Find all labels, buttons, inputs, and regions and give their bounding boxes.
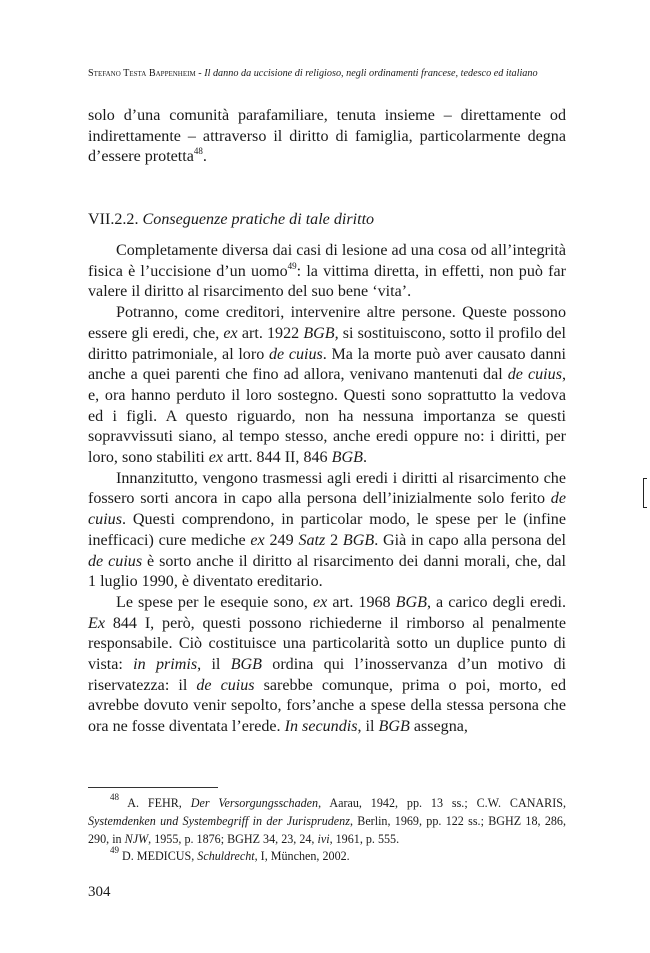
running-header xyxy=(88,68,566,79)
footnote-divider xyxy=(88,787,218,788)
footnotes xyxy=(88,792,567,866)
section-body xyxy=(88,241,566,738)
section-title: Conseguenze pratiche di tale diritto xyxy=(142,211,375,228)
page-number: 304 xyxy=(88,884,111,900)
footnote-ref-49[interactable]: 49 xyxy=(287,260,297,271)
header-title: Il danno da uccisione di religioso, negli ordinamenti francese, tedesco ed italiano xyxy=(204,68,538,79)
intro-paragraph-block xyxy=(88,106,566,168)
header-author: Stefano Testa Bappenheim xyxy=(88,68,196,79)
intro-paragraph: solo d’una comunità parafamiliare, tenuta insieme – direttamente od indirettamente – attraverso il diritto di famiglia, particolarmente degna d’essere protetta$^{48}$. xyxy=(88,107,566,166)
footnote-number-49: 49 xyxy=(110,845,119,856)
footnote-ref-48[interactable]: 48 xyxy=(193,146,203,157)
paragraph-4: Le spese per le esequie sono, ex art. 1968 BGB, a carico degli eredi. Ex 844 I, però, questi possono richiederne il rimborso al penalmente responsabile. Ciò costituisce una particolarità sotto un duplice punto di vista: in primis, il BGB ordina qui l’inosservanza d’un motivo di riservatezza: il de cuius sarebbe comunque, prima o poi, morto, ed avrebbe dovuto venir sepolto, fors’anche a spese della stessa persona che ora ne fosse diventata l’erede. In secundis, il BGB assegna, xyxy=(88,593,567,736)
paragraph-2: Potranno, come creditori, intervenire altre persone. Queste possono essere gli eredi, che, ex art. 1922 BGB, si sostituiscono, sotto il profilo del diritto patrimoniale, al loro de cuius. Ma la morte può aver causato danni anche a quei parenti che fino ad allora, venivano mantenuti dal de cuius, e, ora hanno perduto il loro sostegno. Questi sono soprattutto la vedova ed i figli. A questo riguardo, non ha nessuna importanza se questi sopravvissuti siano, al tempo stesso, anche eredi oppure no: i diritti, per loro, sono stabiliti ex artt. 844 II, 846 BGB. xyxy=(88,304,567,467)
paragraph-3: Innanzitutto, vengono trasmessi agli eredi i diritti al risarcimento che fossero sorti ancora in capo alla persona dell’inizialmente solo ferito de cuius. Questi comprendono, in particolar modo, le spese per le (infine inefficaci) cure mediche ex 249 Satz 2 BGB. Già in capo alla persona del de cuius è sorto anche il diritto al risarcimento dei danni morali, che, dal 1 luglio 1990, è diventato ereditario. xyxy=(88,469,567,591)
footnote-48: $^{48}$ A. FEHR, Der Versorgungsschaden, Aarau, 1942, pp. 13 ss.; C.W. CANARIS, Systemdenken und Systembegriff in der Jurisprudenz, Berlin, 1969, pp. 122 ss.; BGHZ 18, 286, 290, in NJW, 1955, p. 1876; BGHZ 34, 23, 24, ivi, 1961, p. 555. xyxy=(88,792,567,846)
margin-bracket-mark xyxy=(643,478,647,508)
header-separator: - xyxy=(195,68,205,79)
footnote-49: $^{49}$ D. MEDICUS, Schuldrecht, I, München, 2002. xyxy=(110,845,350,864)
paragraph-1: Completamente diversa dai casi di lesione ad una cosa od all’integrità fisica è l’uccisione d’un uomo$^{49}$: la vittima diretta, in effetti, non può far valere il diritto al risarcimento del suo bene ‘vita’. xyxy=(88,242,567,301)
section-heading xyxy=(88,209,566,230)
footnote-number-48: 48 xyxy=(110,792,119,802)
section-number: VII.2.2. xyxy=(88,211,139,228)
